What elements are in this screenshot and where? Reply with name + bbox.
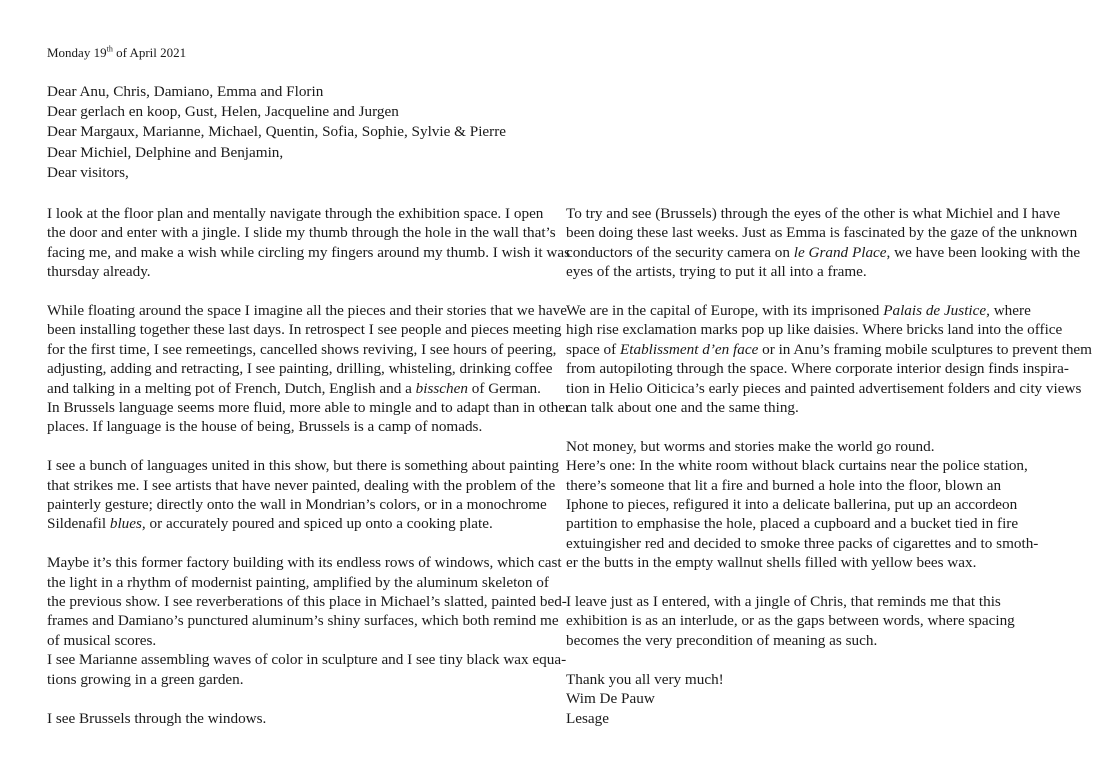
signature-organization: Lesage xyxy=(566,709,610,727)
text-line: from autopiloting through the space. Where corporate interior design finds inspira- xyxy=(566,360,1069,378)
text-segment: , we have been looking with the xyxy=(886,243,1081,261)
text-line: eyes of the artists, trying to put it all into a frame. xyxy=(566,263,867,281)
text-line xyxy=(566,301,1066,320)
italic-term: Etablissment d’en face xyxy=(619,340,759,358)
text-line: extuingisher red and decided to smoke three packs of cigarettes and to smoth- xyxy=(566,534,1039,552)
text-line: of musical scores. xyxy=(47,631,157,649)
right-column xyxy=(566,204,1092,728)
text-line: er the butts in the empty wallnut shells filled with yellow bees wax. xyxy=(566,554,977,572)
closing-thanks: Thank you all very much! xyxy=(566,670,724,688)
text-line: In Brussels language seems more fluid, more able to mingle and to adapt than in other xyxy=(47,399,570,417)
italic-term: Palais de Justice, xyxy=(883,302,990,320)
text-line xyxy=(566,243,1081,262)
text-line: that strikes me. I see artists that have never painted, dealing with the problem of the xyxy=(47,476,556,494)
text-line: partition to emphasise the hole, placed a cupboard and a bucket tied in fire xyxy=(566,515,1019,533)
text-line: exhibition is as an interlude, or as the gaps between words, where spacing xyxy=(566,612,1015,630)
text-segment: and talking in a melting pot of French, Dutch, English and a xyxy=(47,379,416,397)
text-line: becomes the very precondition of meaning as such. xyxy=(566,631,878,649)
text-line: thursday already. xyxy=(47,263,151,281)
salutation-line: Dear Margaux, Marianne, Michael, Quentin, Sofia, Sophie, Sylvie & Pierre xyxy=(47,123,507,141)
text-line: can talk about one and the same thing. xyxy=(566,399,799,417)
text-line: tion in Helio Oiticica’s early pieces and painted advertisement folders and city views xyxy=(566,379,1082,397)
text-segment: where xyxy=(989,302,1031,320)
text-line: Here’s one: In the white room without black curtains near the police station, xyxy=(566,457,1028,475)
text-line: adjusting, adding and retracting, I see painting, drilling, whisteling, drinking coffee xyxy=(47,360,553,378)
text-line: high rise exclamation marks pop up like daisies. Where bricks land into the office xyxy=(566,321,1063,339)
text-segment: Sildenafil xyxy=(47,515,110,533)
salutation-line: Dear Anu, Chris, Damiano, Emma and Florin xyxy=(47,83,324,100)
paragraph-leave xyxy=(566,592,1066,650)
paragraph-worms-and-stories xyxy=(566,437,1066,573)
text-segment: of German. xyxy=(467,379,541,397)
closing-signature xyxy=(566,670,1066,728)
text-line xyxy=(566,340,1092,359)
text-segment: or accurately poured and spiced up onto a cooking plate. xyxy=(145,515,493,533)
salutation-line: Dear gerlach en koop, Gust, Helen, Jacqueline and Jurgen xyxy=(47,103,399,121)
text-line: places. If language is the house of being, Brussels is a camp of nomads. xyxy=(47,418,483,436)
paragraph-floor-plan xyxy=(47,204,571,282)
italic-term: blues, xyxy=(109,515,146,533)
paragraph-languages xyxy=(47,456,559,534)
paragraph-eyes-of-other xyxy=(566,204,1081,282)
text-line: the light in a rhythm of modernist painting, amplified by the aluminum skeleton of xyxy=(47,573,549,591)
text-segment: space of xyxy=(566,340,620,358)
text-line: To try and see (Brussels) through the eyes of the other is what Michiel and I have xyxy=(566,205,1061,222)
text-line: frames and Damiano’s punctured aluminum’s shiny surfaces, which both remind me xyxy=(47,612,559,630)
text-line: I see a bunch of languages united in this show, but there is something about painting xyxy=(47,457,559,475)
text-line: facing me, and make a wish while circling my fingers around my thumb. I wish it was xyxy=(47,243,571,261)
text-segment: or in Anu’s framing mobile sculptures to prevent them xyxy=(758,340,1092,358)
text-line: I see Marianne assembling waves of color in sculpture and I see tiny black wax equa- xyxy=(47,651,567,669)
text-line: I leave just as I entered, with a jingle of Chris, that reminds me that this xyxy=(566,593,1001,611)
paragraph-windows xyxy=(47,709,552,728)
salutation-line: Dear Michiel, Delphine and Benjamin, xyxy=(47,143,284,161)
italic-term: bisschen xyxy=(415,379,468,397)
text-segment: We are in the capital of Europe, with its imprisoned xyxy=(566,302,884,320)
text-line: Iphone to pieces, refigured it into a delicate ballerina, put up an accordeon xyxy=(566,496,1018,514)
letter-date xyxy=(47,44,186,62)
text-line xyxy=(47,514,552,533)
text-line: tions growing in a green garden. xyxy=(47,670,244,688)
text-line: the door and enter with a jingle. I slide my thumb through the hole in the wall that’s xyxy=(47,224,556,242)
text-line: I see Brussels through the windows. xyxy=(47,709,267,727)
text-line xyxy=(47,379,552,398)
text-line: been doing these last weeks. Just as Emma is fascinated by the gaze of the unknown xyxy=(566,224,1078,242)
paragraph-factory xyxy=(47,553,567,689)
text-line: While floating around the space I imagine all the pieces and their stories that we have xyxy=(47,302,567,320)
date-month-year: of April 2021 xyxy=(112,45,187,60)
text-line: I look at the floor plan and mentally navigate through the exhibition space. I open xyxy=(47,205,544,222)
text-line: for the first time, I see remeetings, cancelled shows reviving, I see hours of peering, xyxy=(47,340,557,358)
text-line: been installing together these last days. In retrospect I see people and pieces meeting xyxy=(47,321,562,339)
text-line: Maybe it’s this former factory building with its endless rows of windows, which cast xyxy=(47,554,562,572)
text-line: Not money, but worms and stories make the world go round. xyxy=(566,437,935,455)
paragraph-capital-of-europe xyxy=(566,301,1092,417)
salutation-line: Dear visitors, xyxy=(47,163,129,181)
text-line: painterly gesture; directly onto the wall in Mondrian’s colors, or in a monochrome xyxy=(47,496,547,514)
signature-name: Wim De Pauw xyxy=(566,690,655,708)
text-line: the previous show. I see reverberations of this place in Michael’s slatted, painted bed- xyxy=(47,593,567,611)
date-ordinal-suffix: th xyxy=(106,44,113,54)
italic-term: le Grand Place xyxy=(793,243,887,261)
text-line: there’s someone that lit a fire and burned a hole into the floor, blown an xyxy=(566,476,1002,494)
date-day: Monday 19 xyxy=(47,45,107,60)
left-column xyxy=(47,204,571,747)
paragraph-floating xyxy=(47,301,570,437)
salutations xyxy=(47,82,506,183)
text-segment: conductors of the security camera on xyxy=(566,243,794,261)
